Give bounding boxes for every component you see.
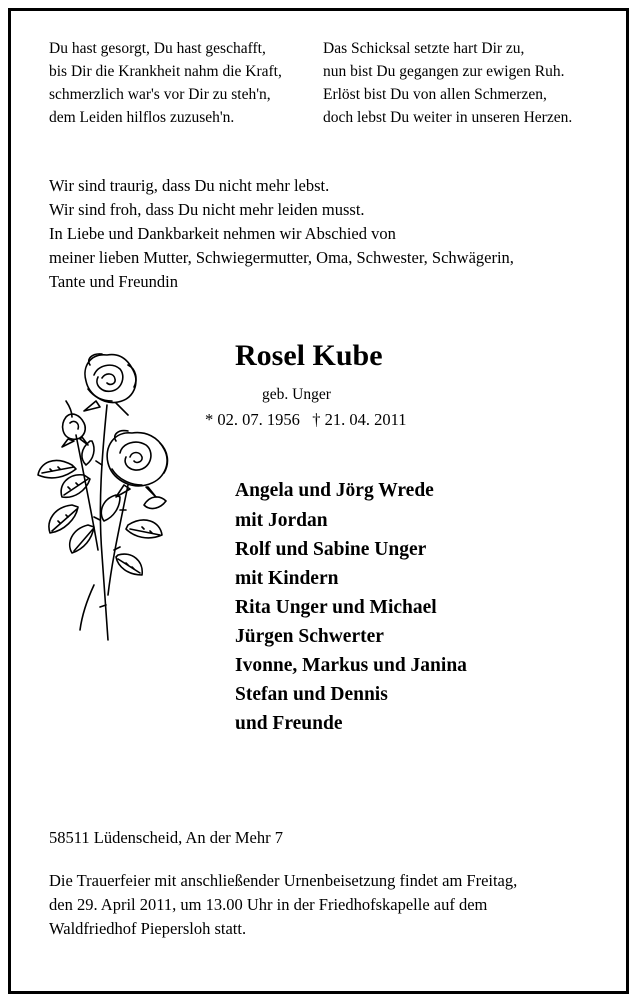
intro-line-2: Wir sind froh, dass Du nicht mehr leiden musst. [49, 200, 365, 219]
poem-right-line-2: nun bist Du gegangen zur ewigen Ruh. [323, 63, 565, 80]
poem-left-line-4: dem Leiden hilflos zuzuseh'n. [49, 109, 235, 126]
poem-left-line-3: schmerzlich war's vor Dir zu steh'n, [49, 86, 271, 103]
ceremony-line-2: den 29. April 2011, um 13.00 Uhr in der Friedhofskapelle auf dem [49, 895, 488, 914]
mourner-line-1: Angela und Jörg Wrede [235, 480, 434, 501]
mourner-line-8: Stefan und Dennis [235, 684, 388, 705]
poem-left-line-2: bis Dir die Krankheit nahm die Kraft, [49, 63, 282, 80]
intro-line-4: meiner lieben Mutter, Schwiegermutter, Oma, Schwester, Schwägerin, [49, 248, 514, 267]
mourner-line-9: und Freunde [235, 713, 343, 734]
intro-line-1: Wir sind traurig, dass Du nicht mehr lebst. [49, 176, 330, 195]
mourner-line-3: Rolf und Sabine Unger [235, 539, 427, 560]
rose-illustration [32, 345, 182, 645]
mourner-line-7: Ivonne, Markus und Janina [235, 655, 467, 676]
deceased-name: Rosel Kube [235, 339, 383, 372]
ceremony-line-3: Waldfriedhof Piepersloh statt. [49, 919, 247, 938]
life-dates: * 02. 07. 1956 † 21. 04. 2011 [205, 410, 407, 429]
poem-left-line-1: Du hast gesorgt, Du hast geschafft, [49, 40, 266, 57]
intro-line-3: In Liebe und Dankbarkeit nehmen wir Abschied von [49, 224, 396, 243]
address: 58511 Lüdenscheid, An der Mehr 7 [49, 828, 284, 847]
poem-right-line-4: doch lebst Du weiter in unseren Herzen. [323, 109, 573, 126]
mourner-line-6: Jürgen Schwerter [235, 626, 384, 647]
mourner-line-2: mit Jordan [235, 510, 328, 531]
poem-right-line-1: Das Schicksal setzte hart Dir zu, [323, 40, 525, 57]
ceremony-line-1: Die Trauerfeier mit anschließender Urnenbeisetzung findet am Freitag, [49, 871, 518, 890]
maiden-name: geb. Unger [262, 386, 331, 403]
poem-right-line-3: Erlöst bist Du von allen Schmerzen, [323, 86, 547, 103]
mourner-line-4: mit Kindern [235, 568, 339, 589]
intro-line-5: Tante und Freundin [49, 272, 178, 291]
mourner-line-5: Rita Unger und Michael [235, 597, 437, 618]
